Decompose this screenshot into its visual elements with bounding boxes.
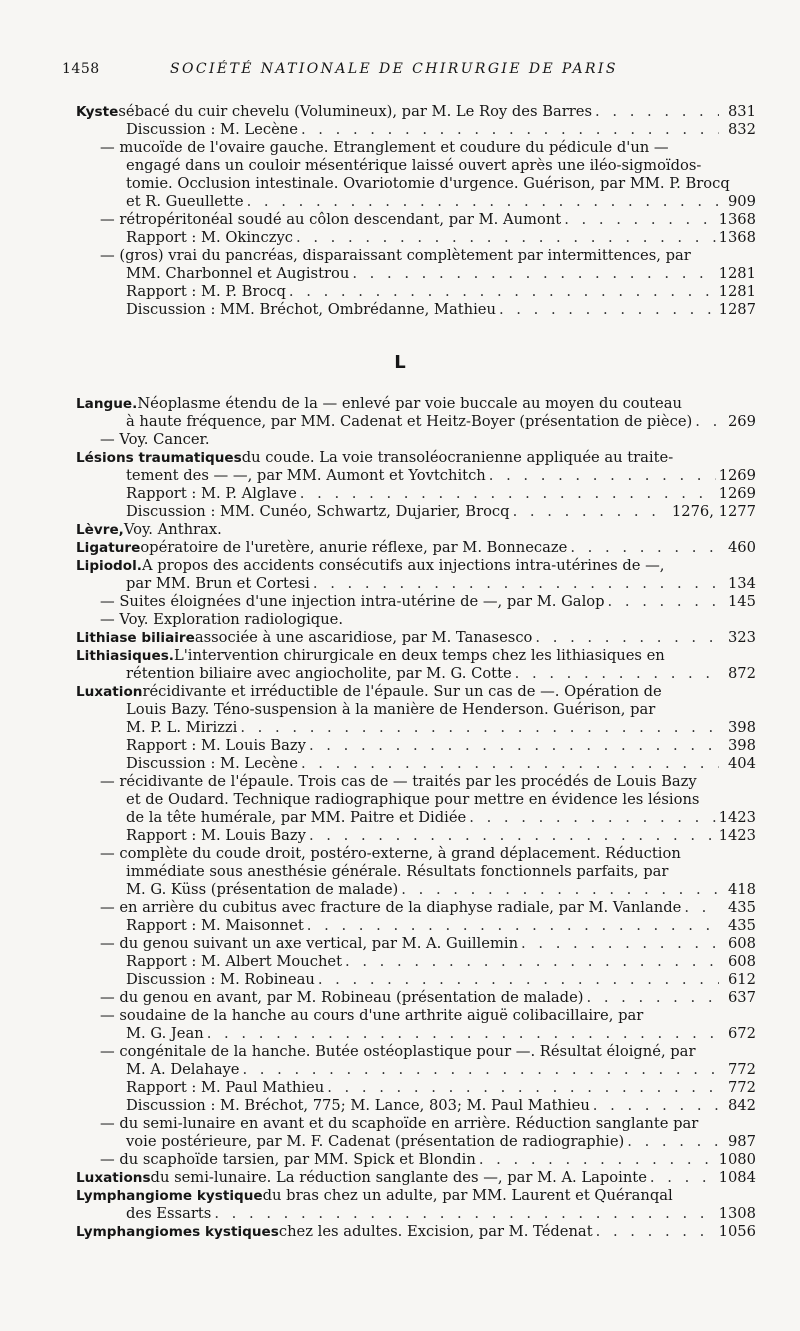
entry-heading: Lymphangiome kystique [76, 1188, 263, 1204]
page-reference: 612 [727, 971, 756, 988]
index-entry-line [76, 611, 756, 629]
entry-text: chez les adultes. Excision, par M. Tédenat [278, 1223, 593, 1240]
dot-leader [214, 1205, 715, 1223]
entry-text: et de Oudard. Technique radiographique pour mettre en évidence les lésions [126, 791, 700, 808]
entry-text: — du semi-lunaire en avant et du scaphoïde en arrière. Réduction sanglante par [100, 1115, 699, 1132]
dot-leader [595, 103, 719, 121]
dot-leader [318, 971, 719, 989]
dot-leader [313, 575, 719, 593]
entry-text: — du genou en avant, par M. Robineau (présentation de malade) [100, 989, 584, 1006]
index-entry-line [76, 809, 756, 827]
entry-text: Rapport : M. Louis Bazy [126, 827, 306, 844]
index-entry-line [76, 935, 756, 953]
page-reference: 134 [727, 575, 756, 592]
entry-heading: Lymphangiomes kystiques [76, 1224, 279, 1240]
entry-text: du coude. La voie transoléocranienne appliquée au traite- [241, 449, 674, 466]
dot-leader [401, 881, 719, 899]
index-entry-line [76, 301, 756, 319]
index-entry-line [76, 1151, 756, 1169]
page-reference: 1080 [718, 1151, 756, 1168]
page-reference: 608 [727, 935, 756, 952]
index-entry-line [76, 881, 756, 899]
page-reference: 1368 [718, 211, 756, 228]
page-reference: 832 [727, 121, 756, 138]
index-entry-line [76, 1169, 756, 1187]
page-reference: 1281 [718, 283, 756, 300]
page-reference: 398 [727, 719, 756, 736]
dot-leader [499, 301, 716, 319]
entry-text: — congénitale de la hanche. Butée ostéoplastique pour —. Résultat éloigné, par [100, 1043, 696, 1060]
index-entry-line [76, 247, 756, 265]
page-reference: 608 [727, 953, 756, 970]
entry-text: Discussion : MM. Cunéo, Schwartz, Dujarier, Brocq [126, 503, 510, 520]
entry-text: engagé dans un couloir mésentérique laissé ouvert après une iléo-sigmoïdos- [126, 157, 702, 174]
index-entry-line [76, 845, 756, 863]
entry-text: A propos des accidents consécutifs aux injections intra-utérines de —, [141, 557, 665, 574]
index-section-l [76, 395, 756, 1241]
index-entry-line [76, 265, 756, 283]
index-entry-line [76, 1187, 756, 1205]
page-reference: 1269 [718, 485, 756, 502]
page-reference: 987 [727, 1133, 756, 1150]
entry-heading: Ligature [76, 540, 141, 556]
letter-heading: L [394, 352, 406, 373]
index-entry-line [76, 229, 756, 247]
entry-text: — (gros) vrai du pancréas, disparaissant complètement par intermittences, par [100, 247, 691, 264]
entry-text: tomie. Occlusion intestinale. Ovariotomie d'urgence. Guérison, par MM. P. Brocq [126, 175, 730, 192]
entry-text: — rétropéritonéal soudé au côlon descendant, par M. Aumont [100, 211, 562, 228]
dot-leader [296, 229, 716, 247]
index-entry-line [76, 629, 756, 647]
entry-text: — soudaine de la hanche au cours d'une arthrite aiguë colibacillaire, par [100, 1007, 644, 1024]
page-reference: 404 [727, 755, 756, 772]
page-reference: 1423 [718, 809, 756, 826]
index-entry-line [76, 1061, 756, 1079]
entry-text: de la tête humérale, par MM. Paitre et Didiée [126, 809, 467, 826]
index-section-k [76, 103, 756, 319]
page-reference: 1423 [718, 827, 756, 844]
index-entry-line [76, 1043, 756, 1061]
entry-text: — mucoïde de l'ovaire gauche. Etranglement et coudure du pédicule d'un — [100, 139, 669, 156]
entry-text: Rapport : M. Albert Mouchet [126, 953, 342, 970]
index-entry-line [76, 121, 756, 139]
entry-text: Néoplasme étendu de la — enlevé par voie buccale au moyen du couteau [137, 395, 682, 412]
index-entry-line [76, 413, 756, 431]
entry-text: Rapport : M. Maisonnet [126, 917, 304, 934]
index-entry-line [76, 1205, 756, 1223]
index-entry-line [76, 521, 756, 539]
index-entry-line [76, 1133, 756, 1151]
entry-text: Voy. Anthrax. [123, 521, 222, 538]
entry-heading: Lésions traumatiques [76, 450, 242, 466]
dot-leader [564, 211, 715, 229]
entry-text: — récidivante de l'épaule. Trois cas de — traités par les procédés de Louis Bazy [100, 773, 697, 790]
entry-text: des Essarts [126, 1205, 212, 1222]
entry-text: et R. Gueullette [126, 193, 244, 210]
dot-leader [596, 1223, 716, 1241]
index-entry-line [76, 539, 756, 557]
entry-text: du semi-lunaire. La réduction sanglante des —, par M. A. Lapointe [150, 1169, 647, 1186]
page-number: 1458 [62, 61, 100, 77]
entry-text: — complète du coude droit, postéro-externe, à grand déplacement. Réduction [100, 845, 681, 862]
page-reference: 418 [727, 881, 756, 898]
index-entry-line [76, 701, 756, 719]
page-reference: 909 [727, 193, 756, 210]
index-entry-line [76, 1079, 756, 1097]
page-reference: 772 [727, 1061, 756, 1078]
index-entry-line [76, 1223, 756, 1241]
index-entry-line [76, 863, 756, 881]
page-reference: 269 [727, 413, 756, 430]
entry-text: — Suites éloignées d'une injection intra-utérine de —, par M. Galop [100, 593, 605, 610]
dot-leader [327, 1079, 719, 1097]
index-entry-line [76, 485, 756, 503]
index-entry-line [76, 503, 756, 521]
index-entry-line [76, 719, 756, 737]
index-entry-line [76, 773, 756, 791]
page-reference: 145 [727, 593, 756, 610]
page-reference: 831 [727, 103, 756, 120]
page-reference: 1276, 1277 [671, 503, 756, 520]
index-entry-line [76, 899, 756, 917]
index-entry-line [76, 139, 756, 157]
dot-leader [307, 917, 719, 935]
index-entry-line [76, 953, 756, 971]
entry-text: associée à une ascaridiose, par M. Tanasesco [194, 629, 533, 646]
page-reference: 398 [727, 737, 756, 754]
entry-text: Discussion : M. Lecène [126, 121, 298, 138]
dot-leader [309, 827, 716, 845]
entry-text: — Voy. Exploration radiologique. [100, 611, 344, 628]
entry-text: M. P. L. Mirizzi [126, 719, 238, 736]
page-reference: 842 [727, 1097, 756, 1114]
index-entry-line [76, 575, 756, 593]
dot-leader [587, 989, 720, 1007]
entry-heading: Luxation [76, 684, 143, 700]
entry-text: à haute fréquence, par MM. Cadenat et Heitz-Boyer (présentation de pièce) [126, 413, 693, 430]
dot-leader [489, 467, 716, 485]
index-entry-line [76, 1097, 756, 1115]
entry-text: M. G. Küss (présentation de malade) [126, 881, 399, 898]
dot-leader [479, 1151, 716, 1169]
dot-leader [627, 1133, 719, 1151]
entry-heading: Luxations [76, 1170, 151, 1186]
page-reference: 1281 [718, 265, 756, 282]
dot-leader [593, 1097, 719, 1115]
page-reference: 672 [727, 1025, 756, 1042]
entry-heading: Lithiase biliaire [76, 630, 195, 646]
index-entry-line [76, 449, 756, 467]
index-entry-line [76, 431, 756, 449]
index-entry-line [76, 683, 756, 701]
dot-leader [240, 719, 719, 737]
entry-heading: Lithiasiques. [76, 648, 174, 664]
dot-leader [247, 193, 719, 211]
index-entry-line [76, 283, 756, 301]
dot-leader [352, 265, 715, 283]
entry-text: immédiate sous anesthésie générale. Résultats fonctionnels parfaits, par [126, 863, 669, 880]
index-entry-line [76, 647, 756, 665]
dot-leader [301, 121, 719, 139]
entry-text: Rapport : M. Okinczyc [126, 229, 293, 246]
entry-text: Discussion : M. Robineau [126, 971, 315, 988]
dot-leader [309, 737, 719, 755]
entry-text: Discussion : MM. Bréchot, Ombrédanne, Mathieu [126, 301, 496, 318]
dot-leader [515, 665, 719, 683]
entry-text: Rapport : M. Paul Mathieu [126, 1079, 325, 1096]
page-reference: 1269 [718, 467, 756, 484]
page-reference: 1287 [718, 301, 756, 318]
page-header [62, 60, 742, 82]
entry-text: opératoire de l'uretère, anurie réflexe, par M. Bonnecaze [140, 539, 568, 556]
page-reference: 1056 [718, 1223, 756, 1240]
entry-heading: Langue. [76, 396, 138, 412]
page-reference: 637 [727, 989, 756, 1006]
entry-text: MM. Charbonnel et Augistrou [126, 265, 350, 282]
entry-text: — du scaphoïde tarsien, par MM. Spick et Blondin [100, 1151, 476, 1168]
dot-leader [695, 413, 719, 431]
page-reference: 872 [727, 665, 756, 682]
index-entry-line [76, 467, 756, 485]
entry-text: Discussion : M. Lecène [126, 755, 298, 772]
entry-text: — Voy. Cancer. [100, 431, 210, 448]
entry-text: L'intervention chirurgicale en deux temps chez les lithiasiques en [173, 647, 665, 664]
entry-text: Rapport : M. P. Brocq [126, 283, 286, 300]
entry-text: Louis Bazy. Téno-suspension à la manière de Henderson. Guérison, par [126, 701, 656, 718]
page-reference: 460 [727, 539, 756, 556]
index-entry-line [76, 395, 756, 413]
entry-text: voie postérieure, par M. F. Cadenat (présentation de radiographie) [126, 1133, 625, 1150]
dot-leader [608, 593, 719, 611]
dot-leader [684, 899, 719, 917]
index-entry-line [76, 1115, 756, 1133]
page-reference: 435 [727, 917, 756, 934]
dot-leader [650, 1169, 716, 1187]
running-title: SOCIÉTÉ NATIONALE DE CHIRURGIE DE PARIS [170, 61, 618, 77]
index-entry-line [76, 193, 756, 211]
entry-text: sébacé du cuir chevelu (Volumineux), par M. Le Roy des Barres [118, 103, 593, 120]
dot-leader [469, 809, 715, 827]
entry-text: M. A. Delahaye [126, 1061, 240, 1078]
index-entry-line [76, 827, 756, 845]
index-entry-line [76, 557, 756, 575]
index-entry-line [76, 665, 756, 683]
entry-heading: Lipiodol. [76, 558, 142, 574]
entry-text: — du genou suivant un axe vertical, par M. A. Guillemin [100, 935, 519, 952]
page-reference: 435 [727, 899, 756, 916]
entry-text: M. G. Jean [126, 1025, 204, 1042]
dot-leader [300, 485, 716, 503]
page-reference: 1084 [718, 1169, 756, 1186]
index-entry-line [76, 103, 756, 121]
entry-text: — en arrière du cubitus avec fracture de la diaphyse radiale, par M. Vanlande [100, 899, 682, 916]
entry-text: du bras chez un adulte, par MM. Laurent et Quéranqal [262, 1187, 673, 1204]
page-reference: 1308 [718, 1205, 756, 1222]
index-entry-line [76, 755, 756, 773]
dot-leader [570, 539, 719, 557]
index-entry-line [76, 175, 756, 193]
entry-text: par MM. Brun et Cortesi [126, 575, 310, 592]
page-reference: 1368 [718, 229, 756, 246]
entry-text: Discussion : M. Bréchot, 775; M. Lance, 803; M. Paul Mathieu [126, 1097, 590, 1114]
index-entry-line [76, 971, 756, 989]
dot-leader [289, 283, 716, 301]
page-reference: 323 [727, 629, 756, 646]
entry-heading: Lèvre, [76, 522, 124, 538]
index-entry-line [76, 157, 756, 175]
index-entry-line [76, 917, 756, 935]
index-entry-line [76, 791, 756, 809]
dot-leader [513, 503, 669, 521]
index-entry-line [76, 737, 756, 755]
index-entry-line [76, 1025, 756, 1043]
entry-text: Rapport : M. Louis Bazy [126, 737, 306, 754]
entry-text: Rapport : M. P. Alglave [126, 485, 297, 502]
dot-leader [242, 1061, 719, 1079]
dot-leader [301, 755, 719, 773]
index-entry-line [76, 211, 756, 229]
index-entry-line [76, 593, 756, 611]
entry-text: récidivante et irréductible de l'épaule. Sur un cas de —. Opération de [142, 683, 662, 700]
page-reference: 772 [727, 1079, 756, 1096]
entry-heading: Kyste [76, 104, 119, 120]
entry-text: tement des — —, par MM. Aumont et Yovtchitch [126, 467, 486, 484]
dot-leader [345, 953, 719, 971]
index-entry-line [76, 989, 756, 1007]
dot-leader [521, 935, 719, 953]
dot-leader [535, 629, 719, 647]
index-entry-line [76, 1007, 756, 1025]
dot-leader [207, 1025, 719, 1043]
entry-text: rétention biliaire avec angiocholite, par M. G. Cotte [126, 665, 512, 682]
